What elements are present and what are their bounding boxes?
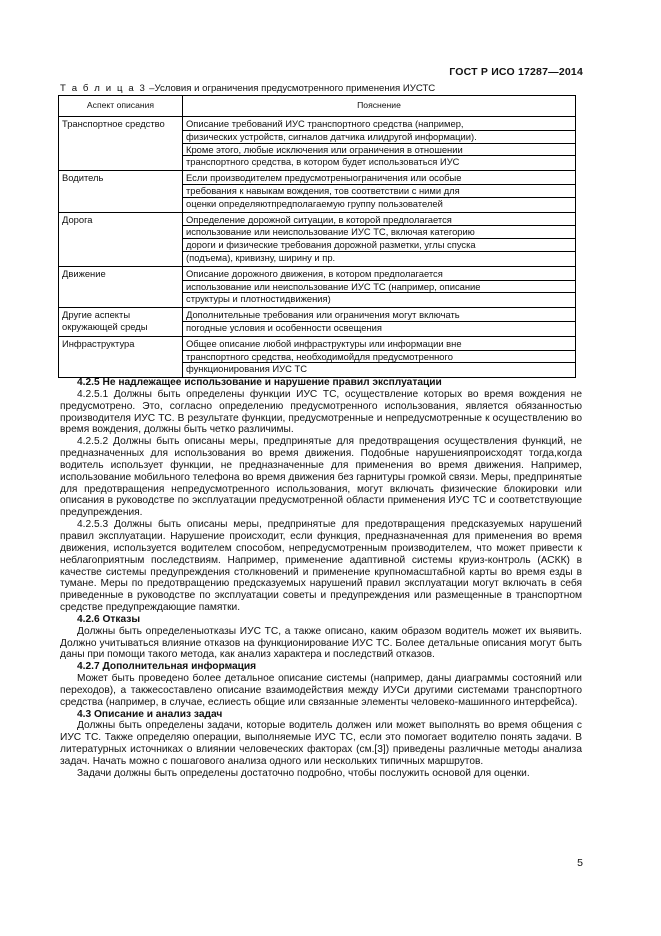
explanation-line: структуры и плотностидвижения) xyxy=(186,293,331,305)
section-heading: 4.2.5 Не надлежащее использование и нарушение правил эксплуатации xyxy=(77,377,442,388)
table-cell-explanation xyxy=(183,336,576,377)
column-header-explanation: Пояснение xyxy=(183,96,576,117)
table-cell-aspect: Движение xyxy=(59,266,183,307)
explanation-line: транспортного средства, необходимойдля предусмотренного xyxy=(183,351,575,364)
paragraph: Должны быть определеныотказы ИУС ТС, а также описано, каким образом водитель может их выявить. Должно учитываться влияние отказов на функционирование ИУС ТС. Более детальные описания могут быть даны при помощи такого метода, как анализ характера и последствий отказов. xyxy=(60,625,582,661)
conditions-table xyxy=(58,95,576,378)
table-cell-explanation xyxy=(183,117,576,171)
table-row xyxy=(59,171,576,212)
table-cell-explanation xyxy=(183,308,576,337)
explanation-line: Описание дорожного движения, в котором предполагается xyxy=(183,268,575,281)
paragraph: 4.2.5.3 Должны быть описаны меры, предпринятые для предотвращения предсказуемых нарушений правил эксплуатации. Нарушение происходит, если функция, предназначенная для применения во время движения, используется водителем способом, непредусмотренным производителем, что может привести к неблагоприятным последствиям. Например, применение адаптивной системы круиз-контроль (АСКК) в качестве системы предупреждения столкновений и применение крупномасштабной карты во время езды в тумане. Меры по предотвращению предсказуемых нарушений правил эксплуатации могут включать в себя приведенные в руководстве по эксплуатации советы и предупреждения или размещенные в транспортном средстве предупреждающие памятки. xyxy=(60,519,582,614)
table-cell-aspect: Инфраструктура xyxy=(59,336,183,377)
explanation-line: Дополнительные требования или ограничения могут включать xyxy=(183,309,575,322)
column-header-aspect: Аспект описания xyxy=(59,96,183,117)
paragraph: Может быть проведено более детальное описание системы (например, даны диаграммы состояний или переходов), а такжесоставлено описание взаимодействия между ИУСи другими системами транспортного средства (например, в случае, еслиесть общие или связанные элементы человеко-машинного интерфейса). xyxy=(60,673,582,708)
table-cell-aspect: Дорога xyxy=(59,212,183,266)
section-heading: 4.2.6 Отказы xyxy=(77,613,141,625)
explanation-line: Если производителем предусмотреныограничения или особые xyxy=(183,172,575,185)
explanation-line: дороги и физические требования дорожной разметки, углы спуска xyxy=(183,239,575,252)
table-row xyxy=(59,308,576,337)
table-cell-aspect: Другие аспекты окружающей среды xyxy=(59,308,183,337)
table-cell-aspect: Транспортное средство xyxy=(59,117,183,171)
explanation-line: оценки определяютпредполагаемую группу пользователей xyxy=(186,197,443,209)
table-cell-explanation xyxy=(183,171,576,212)
paragraph: Должны быть определены задачи, которые водитель должен или может выполнять во время общения с ИУС ТС. Также определяю операции, выполняемые ИУС ТС, если это помогает водителю понять задачи. В литературных источниках о влиянии человеческих факторах (см.[3]) приведены различные методы анализа задач. Начать можно с пошагового анализа одного или нескольких типичных маршрутов. xyxy=(60,720,582,767)
table-cell-explanation xyxy=(183,212,576,266)
paragraph: 4.2.5.1 Должны быть определены функции ИУС ТС, осуществление которых во время вождения не предусмотрено. Это, согласно определению предусмотренного использования, является обязанностью производителя ИУС ТС. В результате функции, предусмотренные и непредусмотренные к осуществлению во время вождения, должны быть четко различимы. xyxy=(60,388,582,436)
explanation-line: физических устройств, сигналов датчика илидругой информации). xyxy=(183,131,575,144)
explanation-line: погодные условия и особенности освещения xyxy=(186,321,382,333)
table-row xyxy=(59,212,576,266)
table-cell-aspect: Водитель xyxy=(59,171,183,212)
section-heading: 4.3 Описание и анализ задач xyxy=(77,708,223,720)
table-caption xyxy=(60,83,435,94)
table-row xyxy=(59,266,576,307)
table-row xyxy=(59,117,576,171)
explanation-line: требования к навыкам вождения, тов соответствии с ними для xyxy=(183,185,575,198)
table-caption-label: Т а б л и ц а 3 xyxy=(60,83,147,94)
standard-header: ГОСТ Р ИСО 17287—2014 xyxy=(449,66,583,78)
explanation-line: Общее описание любой инфраструктуры или информации вне xyxy=(183,338,575,351)
explanation-line: функционирования ИУС ТС xyxy=(186,363,307,375)
page-number: 5 xyxy=(577,857,583,869)
table-caption-text: –Условия и ограничения предусмотренного применения ИУСТС xyxy=(146,83,436,94)
explanation-line: использование или неиспользование ИУС ТС, включая категорию xyxy=(183,226,575,239)
explanation-line: использование или неиспользование ИУС ТС (например, описание xyxy=(183,281,575,294)
table-cell-explanation xyxy=(183,266,576,307)
explanation-line: Описание требований ИУС транспортного средства (например, xyxy=(183,118,575,131)
explanation-line: Кроме этого, любые исключения или ограничения в отношении xyxy=(183,144,575,157)
paragraph: Задачи должны быть определены достаточно подробно, чтобы послужить основой для оценки. xyxy=(77,767,530,779)
explanation-line: Определение дорожной ситуации, в которой предполагается xyxy=(183,214,575,227)
explanation-line: (подъема), кривизну, ширину и пр. xyxy=(186,251,336,263)
paragraph: 4.2.5.2 Должны быть описаны меры, предпринятые для предотвращения осуществления функций, не предназначенных для использования во время движения. Подобные нарушенияпроисходят тогда,когда водитель использует функции, не предназначенные для применения во время движения. Например, использование мобильного телефона во время движения без гарнитуры громкой связи. Меры, предпринятые для предотвращения непредусмотренного использования, могут включать физические блокировки или описания в руководстве по эксплуатации предусмотренной области применения ИУС ТС и соответствующие предупреждения. xyxy=(60,436,582,519)
section-heading: 4.2.7 Дополнительная информация xyxy=(77,661,257,673)
table-row xyxy=(59,336,576,377)
body-text xyxy=(60,377,582,780)
explanation-line: транспортного средства, в котором будет использоваться ИУС xyxy=(186,156,460,168)
